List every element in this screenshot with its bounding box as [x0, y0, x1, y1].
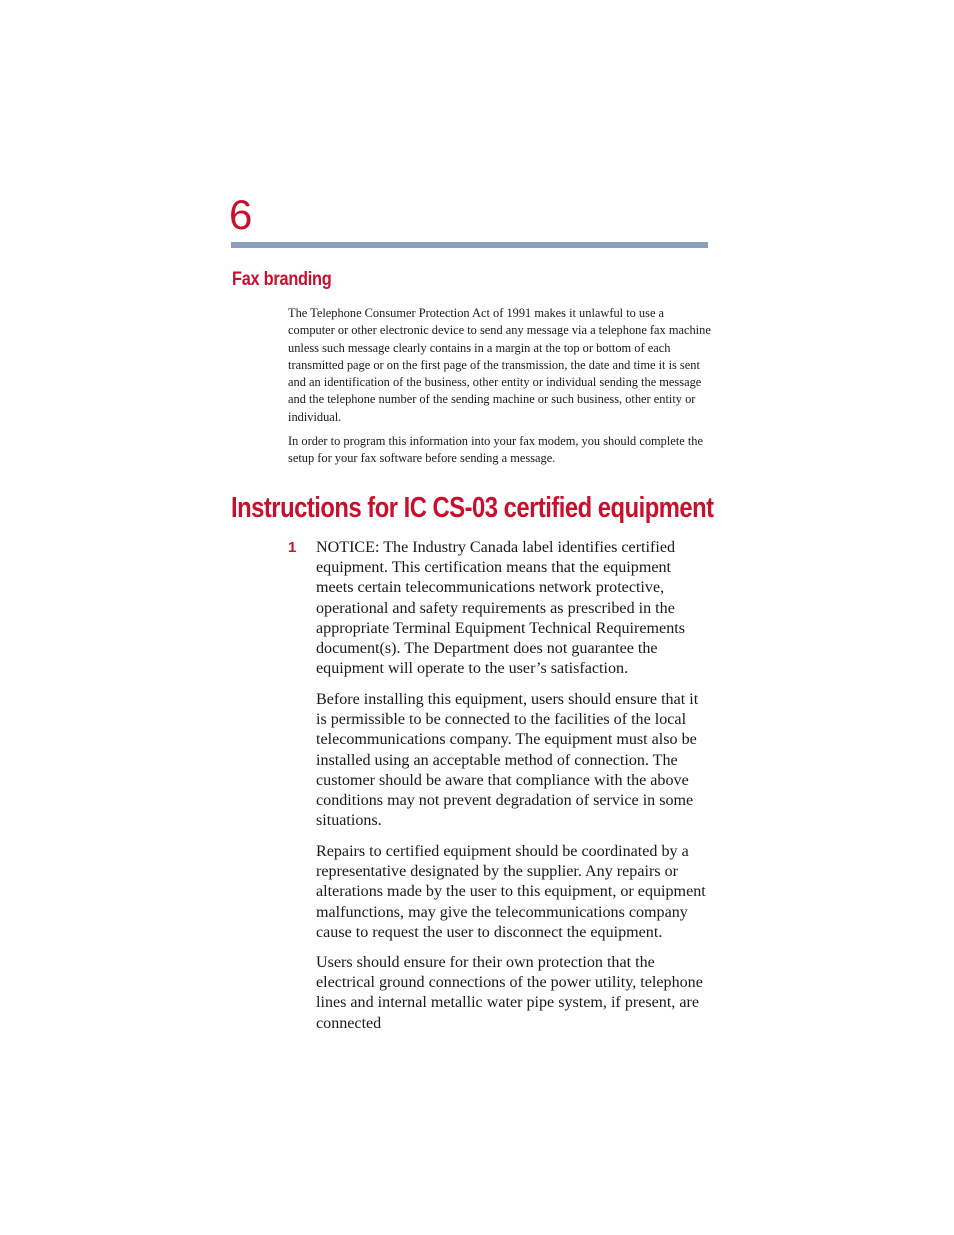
ic-paragraph-before-installing: Before installing this equipment, users should ensure that it is permissible to be connected to the facilities of the local telecommunications company. The equipment must also be installed using an acceptable method of connection. The customer should be aware that compliance with the above conditions may not prevent degradation of service in some situations. — [316, 691, 699, 830]
ic-section-heading: Instructions for IC CS-03 certified equipment — [231, 492, 714, 524]
list-item-number: 1 — [288, 539, 297, 556]
ic-paragraph-notice: NOTICE: The Industry Canada label identifies certified equipment. This certification means that the equipment meets certain telecommunications network protective, operational and safety requirements as prescribed in the appropriate Terminal Equipment Technical Requirements document(s). The Department does not guarantee the equipment will operate to the user’s satisfaction. — [316, 539, 685, 678]
page-number: 6 — [229, 191, 253, 238]
fax-branding-heading: Fax branding — [232, 269, 332, 290]
ic-paragraph-repairs: Repairs to certified equipment should be coordinated by a representative designated by the supplier. Any repairs or alterations made by the user to this equipment, or equipment malfunctions, may give the telecommunications company cause to request the user to disconnect the equipment. — [316, 843, 706, 941]
fax-branding-paragraph-1: The Telephone Consumer Protection Act of 1991 makes it unlawful to use a computer or other electronic device to send any message via a telephone fax machine unless such message clearly contains in a margin at the top or bottom of each transmitted page or on the first page of the transmission, the date and time it is sent and an identification of the business, other entity or individual sending the message and the telephone number of the sending machine or such business, other entity or individual. — [288, 306, 711, 424]
fax-branding-paragraph-2: In order to program this information into your fax modem, you should complete the setup for your fax software before sending a message. — [288, 434, 704, 466]
header-rule — [231, 242, 708, 248]
ic-paragraph-ground-connections: Users should ensure for their own protection that the electrical ground connections of the power utility, telephone lines and internal metallic water pipe system, if present, are connected — [316, 954, 703, 1032]
